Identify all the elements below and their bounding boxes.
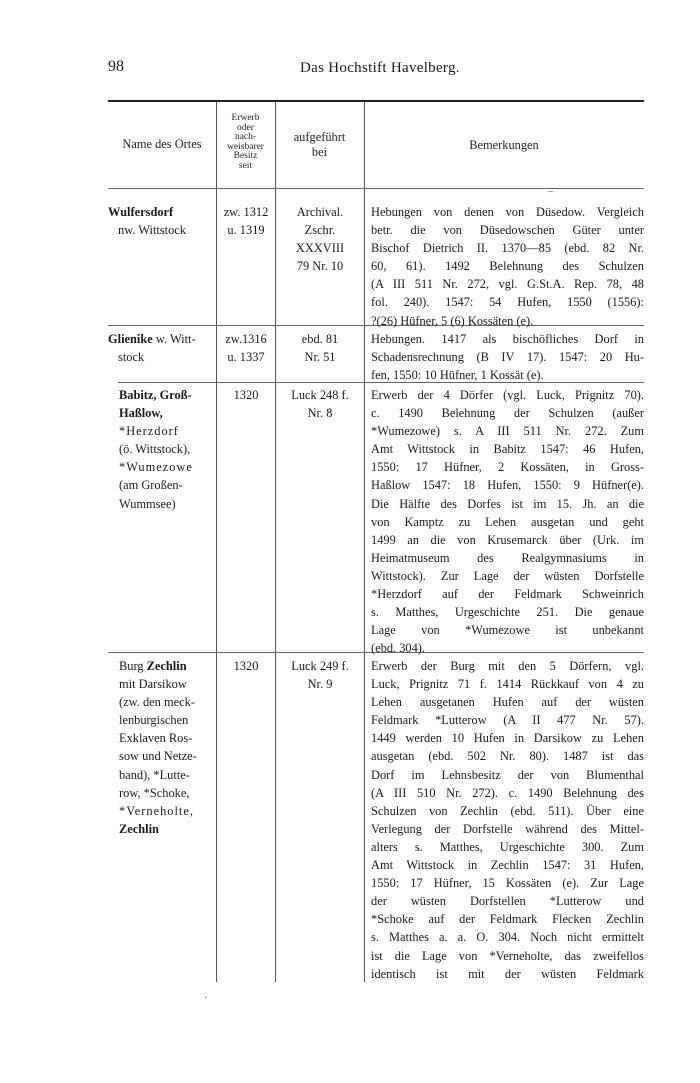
place-name bbox=[108, 203, 214, 239]
source-line: XXXVIII bbox=[295, 241, 345, 256]
remarks-line: Erwerb der 4 Dörfer (vgl. Luck, Prignitz 70). bbox=[371, 388, 644, 402]
place-name-part: *Herzdorf bbox=[119, 424, 179, 439]
remarks-line: 60, 61). 1492 Belehnung des Schulzen bbox=[371, 259, 644, 274]
place-name-part: Zechlin bbox=[146, 659, 187, 673]
place-name-part: *Verneholte, bbox=[119, 803, 194, 818]
running-title: Das Hochstift Havelberg. bbox=[300, 60, 460, 76]
column-divider bbox=[364, 102, 365, 982]
header-line: Erwerb bbox=[231, 113, 260, 123]
acquisition-line: zw. 1312 bbox=[223, 205, 269, 219]
source-line: Luck 248 f. bbox=[291, 388, 349, 402]
remarks-line: alters s. Matthes, Urgeschichte 300. Zum bbox=[371, 839, 644, 854]
place-name-line bbox=[119, 820, 214, 838]
place-name-part: Exklaven Ros- bbox=[119, 731, 193, 746]
print-speck: – bbox=[548, 186, 553, 197]
page-number: 98 bbox=[108, 58, 124, 75]
place-name-part: Burg bbox=[119, 659, 147, 673]
header-line: seit bbox=[238, 160, 253, 171]
remarks-line: Lage von *Wumezowe ist unbekannt bbox=[371, 623, 644, 638]
place-name-line bbox=[119, 386, 214, 404]
header-line: aufgeführt bbox=[293, 130, 346, 144]
header-label: Name des Ortes bbox=[122, 137, 202, 151]
header-line: oder bbox=[237, 122, 254, 133]
remarks-line: Feldmark *Lutterow (A II 477 Nr. 57). bbox=[371, 713, 644, 728]
place-name-line bbox=[108, 348, 214, 366]
place-name-line bbox=[119, 802, 214, 820]
source-line: Nr. 8 bbox=[307, 406, 333, 421]
remarks-line: Verlegung der Dorfstelle während des Mittel- bbox=[371, 821, 644, 836]
remarks-line: s. Matthes, Urgeschichte 251. Die genaue bbox=[371, 605, 644, 620]
place-name-line bbox=[119, 422, 214, 440]
remarks-line: (A III 511 Nr. 272, vgl. G.St.A. Rep. 78, 48 bbox=[371, 277, 644, 292]
remarks bbox=[371, 386, 644, 657]
remarks-line: ?(26) Hüfner, 5 (6) Kossäten (e). bbox=[371, 313, 534, 328]
place-name-line bbox=[119, 476, 214, 494]
acquisition-date bbox=[217, 203, 275, 239]
source-line: 79 Nr. 10 bbox=[296, 259, 344, 274]
remarks-line: (ebd. 304). bbox=[371, 641, 426, 656]
place-name bbox=[119, 386, 214, 513]
place-name-part: Haßlow, bbox=[119, 406, 163, 421]
source-reference bbox=[276, 203, 364, 275]
source-line: Nr. 9 bbox=[307, 677, 333, 692]
remarks-line: Bischof Dietrich II. 1370—85 (ebd. 82 Nr. bbox=[371, 241, 644, 256]
remarks-line: *Wumezowe) s. A III 511 Nr. 272. Zum bbox=[371, 424, 644, 439]
place-name-part: Zechlin bbox=[119, 821, 159, 836]
remarks-line: betr. die von Düsedowschen Güter unter bbox=[371, 223, 644, 238]
remarks-line: ausgetan (ebd. 502 Nr. 80). 1487 ist das bbox=[371, 749, 644, 764]
source-line: Archival. bbox=[296, 205, 344, 219]
source-line: Nr. 51 bbox=[304, 350, 336, 365]
remarks-line: Wittstock). Zur Lage der wüsten Dorfstelle bbox=[371, 568, 644, 583]
place-name-part: mit Darsikow bbox=[119, 677, 187, 692]
header-label: Bemerkungen bbox=[469, 138, 539, 152]
place-name-part: stock bbox=[118, 350, 145, 365]
place-name-part: (zw. den meck- bbox=[119, 695, 195, 710]
place-name-line bbox=[108, 330, 214, 348]
remarks-line: 1550: 17 Hüfner, 2 Kossäten, in Gross- bbox=[371, 460, 644, 475]
acquisition-line: u. 1337 bbox=[227, 350, 265, 365]
remarks-line: Haßlow 1547: 18 Hufen, 1550: 9 Hüfner(e). bbox=[371, 478, 644, 493]
place-name-part: row, *Schoke, bbox=[119, 785, 190, 800]
acquisition-date bbox=[217, 657, 275, 675]
remarks-line: *Schoke auf der Feldmark Flecken Zechlin bbox=[371, 912, 644, 927]
remarks-line: c. 1490 Belehnung der Schulzen (außer bbox=[371, 406, 644, 421]
place-name-part: sow und Netze- bbox=[119, 749, 197, 764]
place-name-line bbox=[119, 675, 214, 693]
place-name-part: *Wumezowe bbox=[119, 460, 193, 475]
acquisition-line: 1320 bbox=[233, 659, 259, 673]
remarks-line: s. Matthes a. a. O. 304. Noch nicht ermittelt bbox=[371, 930, 644, 945]
header-line: nach- bbox=[234, 132, 257, 143]
place-name-part: Glienike bbox=[108, 332, 153, 346]
remarks-line: 1550: 17 Hüfner, 15 Kossäten (e). Zur Lage bbox=[371, 876, 644, 891]
header-listed-at bbox=[275, 130, 364, 160]
acquisition-date bbox=[217, 386, 275, 404]
remarks-line: Amt Wittstock in Babitz 1547: 46 Hufen, bbox=[371, 442, 644, 457]
place-name-line bbox=[119, 747, 214, 765]
remarks-line: der wüsten Dorfstellen *Lutterow und bbox=[371, 894, 644, 909]
remarks-line: 1499 an die von Krusemarck über (Urk. im bbox=[371, 532, 644, 547]
remarks-line: Amt Wittstock in Zechlin 1547: 31 Hufen, bbox=[371, 858, 644, 873]
remarks-line: (A III 510 Nr. 272). c. 1490 Belehnung des bbox=[371, 785, 644, 800]
place-name-line bbox=[119, 458, 214, 476]
header-remarks bbox=[364, 138, 644, 153]
place-name-line bbox=[108, 203, 214, 221]
remarks-line: 1449 werden 10 Hufen in Darsikow zu Lehen bbox=[371, 731, 644, 746]
source-reference bbox=[276, 330, 364, 366]
place-name-line bbox=[108, 221, 214, 239]
remarks-line: Erwerb der Burg mit den 5 Dörfern, vgl. bbox=[371, 659, 644, 673]
remarks-line: *Herzdorf auf der Feldmark Schweinrich bbox=[371, 587, 644, 602]
acquisition-date bbox=[217, 330, 275, 366]
place-name-part: nw. Wittstock bbox=[118, 223, 186, 238]
place-name-line bbox=[119, 766, 214, 784]
source-reference bbox=[276, 386, 364, 422]
remarks bbox=[371, 330, 644, 384]
acquisition-line: 1320 bbox=[233, 388, 259, 402]
source-line: Luck 249 f. bbox=[291, 659, 349, 673]
place-name-part: band), *Lutte- bbox=[119, 767, 190, 782]
place-name bbox=[119, 657, 214, 838]
remarks-line: Hebungen. 1417 als bischöfliches Dorf in bbox=[371, 332, 644, 346]
remarks-line: ist die Lage von *Verneholte, das zweifellos bbox=[371, 948, 644, 963]
place-name-line bbox=[119, 440, 214, 458]
print-speck: · bbox=[204, 993, 208, 1004]
header-acquisition bbox=[216, 114, 275, 172]
source-line: Zschr. bbox=[304, 223, 336, 238]
remarks-line: Luck, Prignitz 71 f. 1414 Rückkauf von 4 zu bbox=[371, 677, 644, 692]
place-name-part: lenburgischen bbox=[119, 713, 189, 728]
remarks-line: Lehen ausgetanen Hufen auf der wüsten bbox=[371, 695, 644, 710]
remarks-line: identisch ist mit der wüsten Feldmark bbox=[371, 966, 644, 981]
place-name-line bbox=[119, 693, 214, 711]
header-name-of-place bbox=[108, 137, 216, 152]
remarks bbox=[371, 657, 644, 983]
place-name-part: Babitz, Groß- bbox=[119, 388, 192, 402]
place-name-part: w. Witt- bbox=[152, 332, 196, 346]
place-name-part: Wulfersdorf bbox=[108, 205, 174, 219]
remarks-line: fen, 1550: 10 Hüfner, 1 Kossät (e). bbox=[371, 368, 544, 383]
place-name-line bbox=[119, 404, 214, 422]
place-name-part: (ö. Wittstock), bbox=[119, 442, 191, 457]
header-line: Besitz bbox=[233, 151, 258, 162]
remarks-line: Schadensrechnung (B IV 17). 1547: 20 Hu- bbox=[371, 350, 644, 365]
remarks-line: Hebungen von denen von Düsedow. Vergleich bbox=[371, 205, 644, 219]
remarks-line: Die Hälfte des Dorfes ist im 15. Jh. an die bbox=[371, 496, 644, 511]
source-line: ebd. 81 bbox=[301, 332, 339, 346]
remarks-line: von Kamptz zu Lehen ausgetan und geht bbox=[371, 514, 644, 529]
header-line: bei bbox=[311, 145, 328, 159]
source-reference bbox=[276, 657, 364, 693]
place-name-line bbox=[119, 784, 214, 802]
remarks-line: Dorf im Lehnsbesitz der von Blumenthal bbox=[371, 767, 644, 782]
place-name bbox=[108, 330, 214, 366]
place-name-line bbox=[119, 711, 214, 729]
place-name-part: (am Großen- bbox=[119, 478, 183, 493]
acquisition-line: u. 1319 bbox=[227, 223, 265, 238]
header-rule bbox=[108, 100, 644, 102]
remarks bbox=[371, 203, 644, 330]
header-separator bbox=[108, 188, 644, 189]
acquisition-line: zw.1316 bbox=[225, 332, 267, 346]
remarks-line: Schulzen von Zechlin (ebd. 511). Über eine bbox=[371, 803, 644, 818]
place-name-line bbox=[119, 657, 214, 675]
place-name-part: Wummsee) bbox=[119, 496, 176, 511]
header-line: weisbarer bbox=[227, 141, 264, 152]
remarks-line: Heimatmuseum des Realgymnasiums in bbox=[371, 550, 644, 565]
place-name-line bbox=[119, 729, 214, 747]
remarks-line: fol. 240). 1547: 54 Hufen, 1550 (1556): bbox=[371, 295, 644, 310]
place-name-line bbox=[119, 495, 214, 513]
